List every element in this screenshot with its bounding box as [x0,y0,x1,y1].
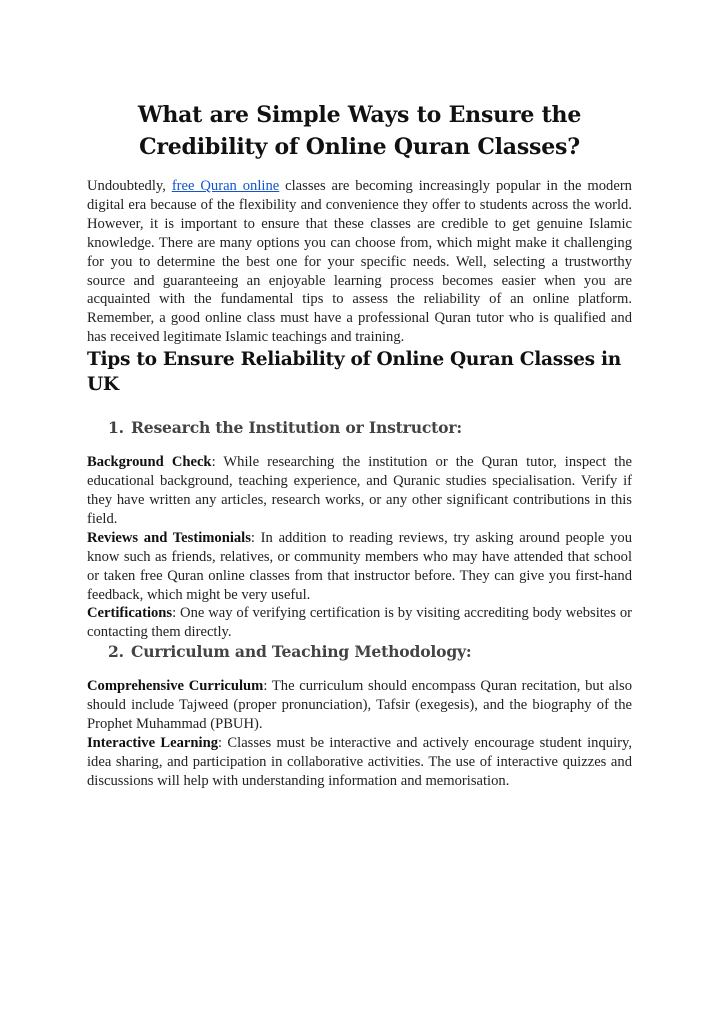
intro-text-rest: classes are becoming increasingly popular in the modern digital era because of the flexibility and convenience they offer to students across the world. However, it is important to ensure that these classes are credible to get genuine Islamic knowledge. There are many options you can choose from, which might make it challenging for you to determine the best one for your specific needs. Well, selecting a trustworthy source and guaranteeing an enjoyable learning process becomes easier when you are acquainted with the fundamental tips to assess the reliability of an online platform. Remember, a good online class must have a professional Quran tutor who is qualified and has received legitimate Islamic teachings and training. [87,178,632,346]
term-label: Comprehensive Curriculum [87,678,264,695]
paragraph-text: : While researching the institution or the Quran tutor, inspect the educational background, teaching experience, and Quranic studies specialisation. Verify if they have written any articles, research works, or any other significant contributions in this field. [87,454,632,527]
paragraph-reviews-testimonials [87,529,632,605]
document-page [87,99,632,791]
paragraph-background-check [87,453,632,529]
paragraph-text: : The curriculum should encompass Quran recitation, but also should include Tajweed (proper pronunciation), Tafsir (exegesis), and the biography of the Prophet Muhammad (PBUH). [87,678,632,733]
tips-heading: Tips to Ensure Reliability of Online Quran Classes in UK [87,349,621,396]
term-label: Reviews and Testimonials [87,529,251,546]
intro-paragraph [87,177,632,347]
paragraph-interactive-learning [87,734,632,791]
term-label: Interactive Learning [87,734,218,751]
paragraph-certifications [87,604,632,642]
term-label: Certifications [87,605,173,622]
section-number: 2. [108,642,124,662]
paragraph-comprehensive-curriculum [87,677,632,734]
section-heading-text: Curriculum and Teaching Methodology: [131,642,472,662]
section-heading-curriculum [87,642,632,662]
paragraph-text: : Classes must be interactive and actively encourage student inquiry, idea sharing, and participation in collaborative activities. The use of interactive quizzes and discussions will help with understanding information and memorisation. [87,734,632,789]
section-heading-research [87,418,632,438]
term-label: Background Check [87,454,212,471]
section-heading-text: Research the Institution or Instructor: [131,418,462,438]
free-quran-online-link[interactable]: free Quran online [171,178,280,194]
paragraph-text: : One way of verifying certification is by visiting accrediting body websites or contacting them directly. [87,605,632,641]
paragraph-text: : In addition to reading reviews, try asking around people you know such as friends, relatives, or community members who may have attended that school or taken free Quran online classes from that instructor before. They can give you first-hand feedback, which might be very useful. [87,529,632,603]
page-title: What are Simple Ways to Ensure the Credibility of Online Quran Classes? [137,102,582,160]
intro-text-start: Undoubtedly, [87,178,172,194]
section-number: 1. [108,418,124,438]
